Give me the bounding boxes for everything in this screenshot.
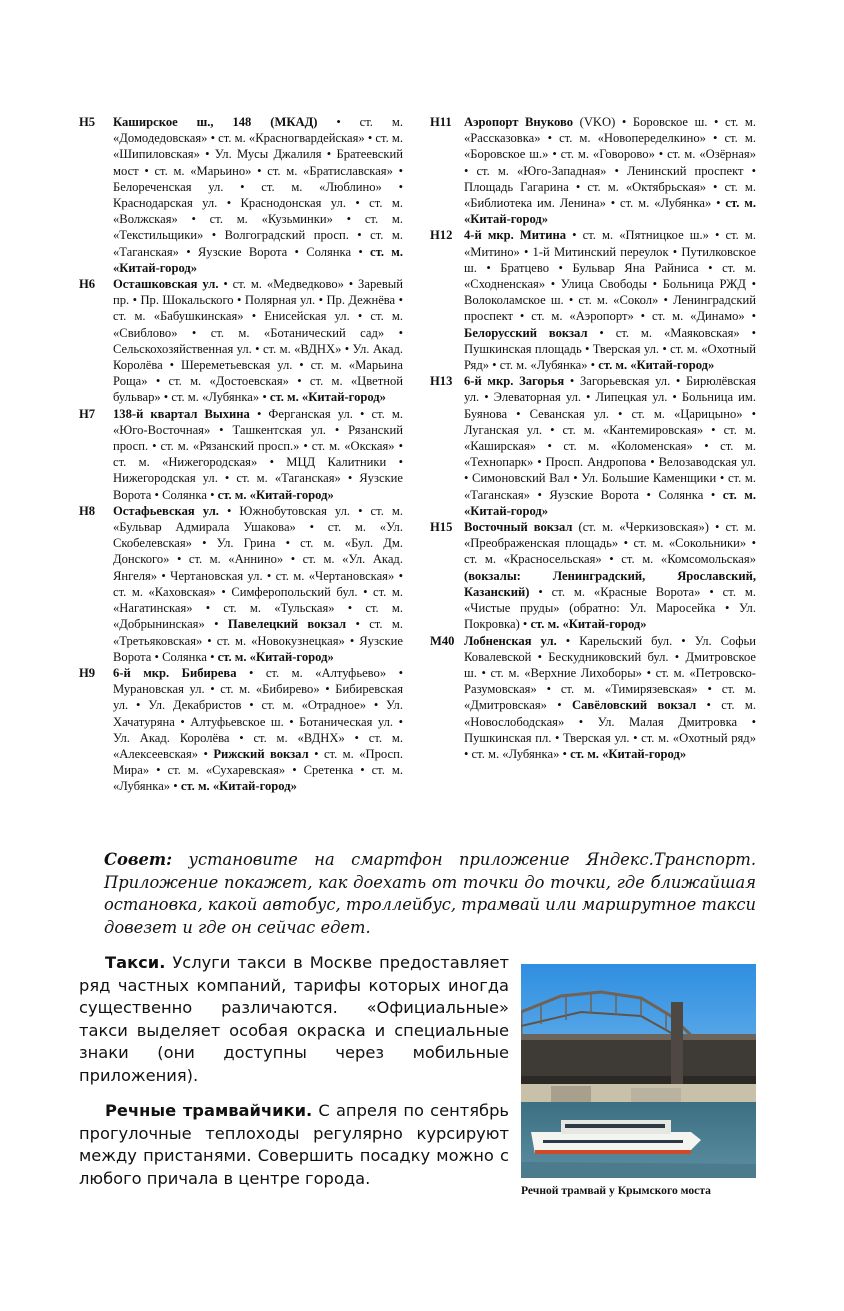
route-description [464, 519, 756, 632]
route-start: Каширское ш., 148 (МКАД) [113, 115, 318, 129]
route-stops: • ст. м. «Домодедовская» • ст. м. «Красногвардейская» • ст. м. «Шипиловская» • Ул. Мусы Джалиля • Братеевский мост • ст. м. «Марьино» • ст. м. «Братиславская» • Белореченская ул. • ст. м. «Люблино» • Краснодарская ул. • Краснодонская ул. • ст. м. «Волжская» • ст. м. «Кузьминки» • ст. м. «Текстильщики» • Волгоградский просп. • ст. м. «Таганская» • Яузские Ворота • Солянка • [113, 115, 403, 259]
route-stops: • ст. м. «Просп. Мира» • ст. м. «Сухаревская» • Сретенка • ст. м. «Лубянка» • [113, 746, 404, 794]
route-start: 6-й мкр. Загорья [464, 374, 565, 389]
route-entry [430, 519, 756, 632]
route-code: Н9 [79, 665, 96, 680]
route-stops: • ст. м. «Красные Ворота» • ст. м. «Чистые пруды» (обратно: Ул. Маросейка • Ул. Покровка) • [464, 584, 756, 632]
route-stops: (VKO) • Боровское ш. • ст. м. «Рассказовка» • ст. м. «Новопеределкино» • ст. м. «Боровское ш.» • ст. м. «Говорово» • ст. м. «Озёрная» • ст. м. «Юго-Западная» • Ленинский проспект • Площадь Гагарина • ст. м. «Октябрьская» • ст. м. «Библиотека им. Ленина» • ст. м. «Лубянка» • [464, 115, 756, 211]
route-description [113, 665, 403, 795]
route-stops: • Карельский бул. • Ул. Софьи Ковалевской • Бескудниковский бул. • Дмитровское ш. • ст. м. «Верхние Лихоборы» • ст. м. «Петровско-Разумовская» • ст. м. «Тимирязевская» • ст. м. «Дмитровская» • [464, 633, 756, 713]
route-end: ст. м. «Китай-город» [570, 746, 687, 761]
route-station: Савёловский вокзал [572, 698, 697, 713]
route-station: (вокзалы: Ленинградский, Ярославский, Казанский) [464, 568, 756, 599]
route-stops: (ст. м. «Черкизовская») • ст. м. «Преображенская площадь» • ст. м. «Сокольники» • ст. м. «Красносельская» • ст. м. «Комсомольская» [464, 520, 756, 567]
route-end: ст. м. «Китай-город» [113, 244, 404, 275]
route-stops: • ст. м. «Пятницкое ш.» • ст. м. «Митино» • 1-й Митинский переулок • Путилковское ш. • Братцево • Бульвар Яна Райниса • ст. м. «Сходненская» • Улица Свободы • Больница РЖД • Волоколамское ш. • ст. м. «Сокол» • Ленинградский проспект • ст. м. «Аэропорт» • ст. м. «Динамо» • [464, 228, 756, 324]
route-entry [79, 276, 403, 406]
route-code: Н15 [430, 520, 453, 535]
route-stops: • ст. м. «Маяковская» • Пушкинская площадь • Тверская ул. • ст. м. «Охотный Ряд» • ст. м. «Лубянка» • [464, 325, 756, 373]
taxi-text: Услуги такси в Москве предоставляет ряд частных компаний, тарифы которых иногда существенно различаются. «Официальные» такси выделяет особая окраска и специальные знаки (они доступны через мобильные приложения). [79, 953, 509, 1085]
route-description [464, 373, 756, 519]
route-start: 138-й квартал Выхина [113, 406, 250, 421]
taxi-paragraph [79, 952, 509, 1087]
route-description [113, 503, 403, 665]
route-end: ст. м. «Китай-город» [464, 196, 756, 227]
route-stops: • ст. м. «Медведково» • Заревый пр. • Пр. Шокальского • Полярная ул. • Пр. Дежнёва • ст. м. «Бабушкинская» • Енисейская ул. • ст. м. «Свиблово» • ст. м. «Ботанический сад» • Сельскохозяйственная ул. • ст. м. «ВДНХ» • Ул. Акад. Королёва • Шереметьевская ул. • ст. м. «Марьина Роща» • ст. м. «Достоевская» • ст. м. «Цветной бульвар» • ст. м. «Лубянка» • [113, 277, 403, 405]
route-start: Осташковская ул. [113, 277, 219, 292]
route-code: Н12 [430, 228, 453, 243]
route-description [113, 406, 403, 503]
route-entry [430, 227, 756, 373]
route-description [113, 276, 403, 406]
route-start: 4-й мкр. Митина [464, 228, 567, 243]
route-code: Н11 [430, 115, 452, 129]
route-code: Н6 [79, 277, 96, 292]
route-start: Аэропорт Внуково [464, 115, 574, 129]
route-station: Белорусский вокзал [464, 325, 588, 340]
route-stops: • ст. м. «Третьяковская» • ст. м. «Новокузнецкая» • Яузские Ворота • Солянка • [113, 617, 403, 664]
river-tram-heading: Речные трамвайчики. [105, 1101, 313, 1120]
route-stops: • ст. м. «Новослободская» • Ул. Малая Дмитровка • Пушкинская пл. • Тверская ул. • ст. м. «Охотный ряд» • ст. м. «Лубянка» • [464, 698, 756, 761]
tip-text: установите на смартфон приложение Яндекс.Транспорт. Приложение покажет, как доехать от точки до точки, где ближайшая остановка, какой автобус, троллейбус, трамвай или маршрутное такси довезет и где он сейчас едет. [104, 850, 756, 937]
route-entry [430, 633, 756, 763]
route-code: Н13 [430, 374, 453, 389]
route-end: ст. м. «Китай-город» [217, 649, 334, 664]
river-tram-paragraph [79, 1100, 509, 1190]
tip-paragraph [104, 849, 756, 939]
taxi-heading: Такси. [105, 953, 166, 972]
route-stops: • Загорьевская ул. • Бирюлёвская ул. • Элеваторная ул. • Липецкая ул. • Больница им. Буянова • Севанская ул. • ст. м. «Царицыно» • Луганская ул. • ст. м. «Кантемировская» • ст. м. «Каширская» • ст. м. «Коломенская» • ст. м. «Технопарк» • Просп. Андропова • Велозаводская ул. • Симоновский Вал • Ул. Большие Каменщики • ст. м. «Таганская» • Яузские Ворота • Солянка • [464, 374, 756, 502]
river-tram-photo [521, 964, 756, 1178]
route-end: ст. м. «Китай-город» [217, 487, 334, 502]
route-start: Лобненская ул. [464, 633, 557, 648]
route-end: ст. м. «Китай-город» [269, 390, 386, 405]
photo-caption: Речной трамвай у Крымского моста [521, 1184, 711, 1197]
route-description [464, 227, 756, 373]
route-entry [79, 665, 403, 795]
routes-column-right [430, 114, 756, 762]
route-entry [79, 114, 403, 276]
route-stops: • Ферганская ул. • ст. м. «Юго-Восточная» • Ташкентская ул. • Рязанский просп. • ст. м. «Рязанский просп.» • ст. м. «Окская» • ст. м. «Нижегородская» • МЦД Калитники • Нижегородская ул. • ст. м. «Таганская» • Яузские Ворота • Солянка • [113, 406, 404, 502]
route-end: ст. м. «Китай-город» [530, 617, 647, 632]
route-code: М40 [430, 633, 455, 648]
route-entry [430, 114, 756, 227]
tip-label: Совет: [104, 850, 173, 869]
route-entry [79, 406, 403, 503]
route-end: ст. м. «Китай-город» [464, 487, 757, 518]
routes-column-left [79, 114, 403, 795]
river-tram-text: С апреля по сентябрь прогулочные теплоходы регулярно курсируют между пристанями. Совершить посадку можно с любого причала в центре города. [79, 1101, 509, 1188]
route-description [113, 114, 403, 276]
route-start: Остафьевская ул. [113, 503, 219, 518]
route-station: Рижский вокзал [213, 746, 309, 761]
route-description [464, 114, 756, 227]
route-stops: • Южнобутовская ул. • ст. м. «Бульвар Адмирала Ушакова» • ст. м. «Ул. Скобелевская» • Ул. Грина • ст. м. «Бул. Дм. Донского» • ст. м. «Аннино» • ст. м. «Ул. Акад. Янгеля» • Чертановская ул. • ст. м. «Чертановская» • ст. м. «Каховская» • Симферопольский бул. • ст. м. «Нагатинская» • ст. м. «Тульская» • ст. м. «Добрынинская» • [113, 503, 403, 632]
route-start: Восточный вокзал [464, 520, 573, 535]
route-code: Н7 [79, 406, 96, 421]
route-entry [430, 373, 756, 519]
route-station: Павелецкий вокзал [227, 617, 347, 632]
route-code: Н5 [79, 115, 96, 129]
route-code: Н8 [79, 503, 96, 518]
route-end: ст. м. «Китай-город» [180, 779, 297, 794]
route-stops: • ст. м. «Алтуфьево» • Мурановская ул. • ст. м. «Бибирево» • Бибиревская ул. • Ул. Декабристов • ст. м. «Отрадное» • Ул. Хачатуряна • Алтуфьевское ш. • Ботаническая ул. • Ул. Акад. Королёва • ст. м. «ВДНХ» • ст. м. «Алексеевская» • [113, 665, 404, 761]
route-start: 6-й мкр. Бибирева [113, 665, 237, 680]
route-end: ст. м. «Китай-город» [598, 358, 715, 373]
route-entry [79, 503, 403, 665]
route-description [464, 633, 756, 763]
